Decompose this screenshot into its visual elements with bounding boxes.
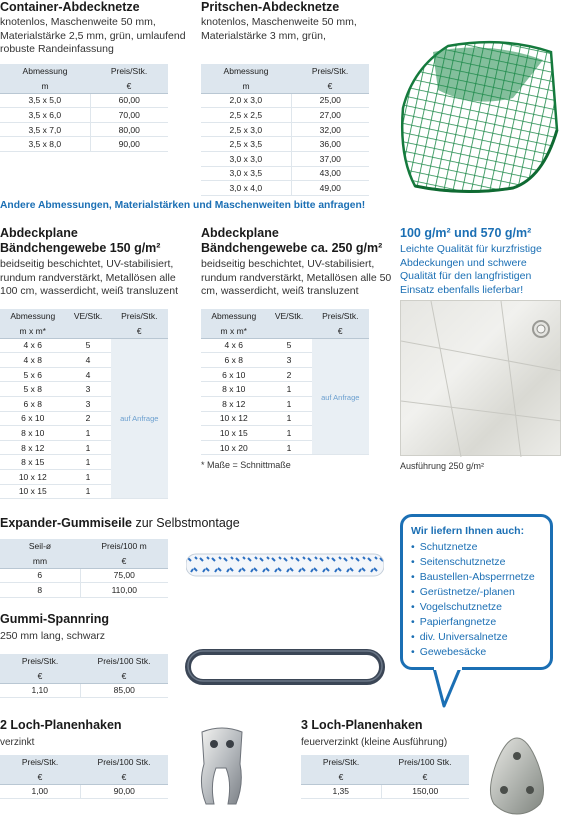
quality-desc: Leichte Qualität für kurzfristige Abdeckungen und schwere Qualität für den langfristigen Einsatz ebenfalls lieferbar! <box>400 243 542 296</box>
table-cell: 3,5 x 7,0 <box>0 122 90 137</box>
table-cell: 8 x 10 <box>201 382 267 397</box>
tarp-caption: Ausführung 250 g/m² <box>400 461 485 471</box>
table-cell: 2,5 x 2,5 <box>201 108 291 123</box>
table-cell: 90,00 <box>90 137 168 152</box>
th-currency: € <box>312 324 369 339</box>
table-cell: 2 <box>267 367 312 382</box>
pritschen-price-table <box>201 64 369 196</box>
table-cell: 4 <box>66 367 111 382</box>
th-currency: € <box>381 770 469 785</box>
plane250-title <box>201 226 393 256</box>
plane150-title-line2: Bändchengewebe 150 g/m² <box>0 241 161 255</box>
th-currency: € <box>0 669 80 684</box>
th-currency: € <box>80 770 168 785</box>
table-cell: 1 <box>267 426 312 441</box>
table-cell: 10 x 12 <box>201 411 267 426</box>
th-preis-stk: Preis/Stk. <box>301 755 381 770</box>
th-preis-stk: Preis/Stk. <box>0 755 80 770</box>
table-cell: 1 <box>66 484 111 499</box>
quality-title: 100 g/m² und 570 g/m² <box>400 226 532 240</box>
list-item: • Schutznetze <box>411 540 542 555</box>
container-section <box>0 0 195 57</box>
table-cell: 1 <box>267 440 312 455</box>
table-cell: 10 x 15 <box>201 426 267 441</box>
table-cell: 3 <box>66 397 111 412</box>
also-supply-callout <box>400 514 553 670</box>
table-cell: 4 x 6 <box>0 338 66 353</box>
table-cell: 43,00 <box>291 166 369 181</box>
table-cell: 1 <box>66 455 111 470</box>
table-cell: 1 <box>66 440 111 455</box>
table-cell: 10 x 12 <box>0 470 66 485</box>
table-cell: 49,00 <box>291 181 369 196</box>
th-abmessung: Abmessung <box>0 309 66 324</box>
haken3-title: 3 Loch-Planenhaken <box>301 718 423 732</box>
table-cell: 1,00 <box>0 784 80 799</box>
table-cell: 80,00 <box>90 122 168 137</box>
table-cell: 6 x 10 <box>0 411 66 426</box>
th-preis-100: Preis/100 Stk. <box>80 755 168 770</box>
table-cell: 90,00 <box>80 784 168 799</box>
table-cell: 5 <box>267 338 312 353</box>
table-cell: 3,0 x 3,0 <box>201 152 291 167</box>
container-price-table <box>0 64 168 152</box>
th-unit: m <box>0 79 90 94</box>
list-item: • Baustellen-Absperrnetze <box>411 570 542 585</box>
table-cell: 6 x 8 <box>201 353 267 368</box>
container-title: Container-Abdecknetze <box>0 0 140 14</box>
table-cell: 3,0 x 4,0 <box>201 181 291 196</box>
table-cell: 1 <box>267 411 312 426</box>
plane250-title-line2: Bändchengewebe ca. 250 g/m² <box>201 241 383 255</box>
th-unit: m x m* <box>201 324 267 339</box>
hook-3-hole-image <box>484 734 550 820</box>
table-cell: 5 x 8 <box>0 382 66 397</box>
table-cell: 8 x 12 <box>201 397 267 412</box>
hook-2-hole-image <box>192 724 254 810</box>
plane250-desc: beidseitig beschichtet, UV-stabilisiert, rundum randverstärkt, Metallösen alle 50 cm, wasserdicht, weiß transluzent <box>201 258 392 297</box>
plane250-section <box>201 226 393 299</box>
table-cell: 5 <box>66 338 111 353</box>
plane150-section <box>0 226 196 299</box>
th-empty <box>267 324 312 339</box>
table-cell: 2,0 x 3,0 <box>201 93 291 108</box>
haken3-desc: feuerverzinkt (kleine Ausführung) <box>301 737 448 748</box>
table-cell: 2,5 x 3,5 <box>201 137 291 152</box>
table-cell: 2 <box>66 411 111 426</box>
spannring-title: Gummi-Spannring <box>0 612 110 626</box>
bungee-cord-image <box>186 552 384 578</box>
table-cell: 4 <box>66 353 111 368</box>
table-cell: 3,0 x 3,5 <box>201 166 291 181</box>
table-cell: 2,5 x 3,0 <box>201 122 291 137</box>
callout-list <box>411 540 542 660</box>
quality-section <box>400 226 561 297</box>
table-cell: 110,00 <box>80 583 168 598</box>
container-desc: knotenlos, Maschenweite 50 mm, Materialstärke 2,5 mm, grün, umlaufend robuste Randeinfassung <box>0 16 186 55</box>
spannring-desc: 250 mm lang, schwarz <box>0 630 106 642</box>
plane150-title <box>0 226 196 256</box>
expander-table <box>0 539 168 598</box>
table-cell: 5 x 6 <box>0 367 66 382</box>
th-currency: € <box>0 770 80 785</box>
pritschen-section <box>201 0 391 43</box>
list-item: • Vogelschutznetze <box>411 600 542 615</box>
expander-title-main: Expander-Gummiseile <box>0 516 132 530</box>
th-preis: Preis/Stk. <box>291 64 369 79</box>
haken2-desc: verzinkt <box>0 737 35 748</box>
table-cell: 4 x 8 <box>0 353 66 368</box>
plane150-title-line1: Abdeckplane <box>0 226 78 240</box>
callout-title: Wir liefern Ihnen auch: <box>411 525 525 537</box>
table-cell: 32,00 <box>291 122 369 137</box>
plane250-title-line1: Abdeckplane <box>201 226 279 240</box>
table-cell: 8 x 15 <box>0 455 66 470</box>
th-ve: VE/Stk. <box>267 309 312 324</box>
price-on-request <box>111 338 168 499</box>
table-cell: 70,00 <box>90 108 168 123</box>
pritschen-desc: knotenlos, Maschenweite 50 mm, Materialstärke 3 mm, grün, <box>201 16 357 42</box>
list-item: • Gewebesäcke <box>411 645 542 660</box>
table-cell: 25,00 <box>291 93 369 108</box>
expander-title <box>0 516 240 531</box>
haken3-section <box>301 718 501 750</box>
table-cell: 1 <box>267 382 312 397</box>
price-on-request <box>312 338 369 455</box>
table-cell: 3,5 x 6,0 <box>0 108 90 123</box>
table-cell: 4 x 6 <box>201 338 267 353</box>
haken2-section <box>0 718 190 750</box>
haken2-title: 2 Loch-Planenhaken <box>0 718 122 732</box>
pritschen-title: Pritschen-Abdecknetze <box>201 0 340 14</box>
table-cell: 75,00 <box>80 568 168 583</box>
table-cell: 6 x 8 <box>0 397 66 412</box>
table-cell: 3 <box>267 353 312 368</box>
table-cell: 6 x 10 <box>201 367 267 382</box>
table-cell: 36,00 <box>291 137 369 152</box>
th-preis-stk: Preis/Stk. <box>0 654 80 669</box>
table-cell: 10 x 20 <box>201 440 267 455</box>
table-cell: 10 x 15 <box>0 484 66 499</box>
tarp-image <box>400 300 561 456</box>
list-item: • Papierfangnetze <box>411 615 542 630</box>
table-cell: 3,5 x 8,0 <box>0 137 90 152</box>
th-preis-100: Preis/100 Stk. <box>80 654 168 669</box>
th-preis: Preis/Stk. <box>90 64 168 79</box>
list-item: • Seitenschutznetze <box>411 555 542 570</box>
th-abmessung: Abmessung <box>201 64 291 79</box>
table-cell: 1 <box>66 426 111 441</box>
table-cell: 1,35 <box>301 784 381 799</box>
plane250-table <box>201 309 369 455</box>
th-unit: m <box>201 79 291 94</box>
plane150-table <box>0 309 168 499</box>
table-cell: 8 <box>0 583 80 598</box>
callout-pointer <box>430 666 470 710</box>
th-preis: Preis/Stk. <box>312 309 369 324</box>
th-currency: € <box>90 79 168 94</box>
tarp-illustration <box>401 301 561 457</box>
price-note: auf Anfrage <box>321 392 360 402</box>
rubber-ring-image <box>184 648 386 686</box>
expander-title-suffix: zur Selbstmontage <box>132 516 240 530</box>
th-unit: m x m* <box>0 324 66 339</box>
th-currency: € <box>301 770 381 785</box>
table-cell: 85,00 <box>80 683 168 698</box>
plane250-footnote: * Maße = Schnittmaße <box>201 460 291 470</box>
table-cell: 1,10 <box>0 683 80 698</box>
table-cell: 1 <box>267 397 312 412</box>
cargo-net-image <box>393 38 561 198</box>
th-ve: VE/Stk. <box>66 309 111 324</box>
notice-text: Andere Abmessungen, Materialstärken und Maschenweiten bitte anfragen! <box>0 200 366 211</box>
price-note: auf Anfrage <box>120 414 159 424</box>
th-abmessung: Abmessung <box>201 309 267 324</box>
th-seil: Seil-ø <box>0 539 80 554</box>
spannring-section <box>0 612 190 644</box>
table-cell: 150,00 <box>381 784 469 799</box>
haken2-table <box>0 755 168 799</box>
th-currency: € <box>80 669 168 684</box>
table-cell: 37,00 <box>291 152 369 167</box>
table-cell: 60,00 <box>90 93 168 108</box>
th-empty <box>66 324 111 339</box>
haken3-table <box>301 755 469 799</box>
table-cell: 3,5 x 5,0 <box>0 93 90 108</box>
table-cell: 3 <box>66 382 111 397</box>
th-unit: mm <box>0 554 80 569</box>
spannring-table <box>0 654 168 698</box>
list-item: • div. Universalnetze <box>411 630 542 645</box>
table-cell: 1 <box>66 470 111 485</box>
th-currency: € <box>111 324 168 339</box>
th-preis: Preis/Stk. <box>111 309 168 324</box>
table-cell: 6 <box>0 568 80 583</box>
table-cell: 8 x 10 <box>0 426 66 441</box>
th-currency: € <box>80 554 168 569</box>
table-cell: 8 x 12 <box>0 440 66 455</box>
th-preis-100: Preis/100 Stk. <box>381 755 469 770</box>
plane150-desc: beidseitig beschichtet, UV-stabilisiert, rundum randverstärkt, Metallösen alle 100 cm, wasserdicht, weiß transluzent <box>0 258 178 297</box>
list-item: • Gerüstnetze/-planen <box>411 585 542 600</box>
th-currency: € <box>291 79 369 94</box>
th-abmessung: Abmessung <box>0 64 90 79</box>
th-preis: Preis/100 m <box>80 539 168 554</box>
table-cell: 27,00 <box>291 108 369 123</box>
